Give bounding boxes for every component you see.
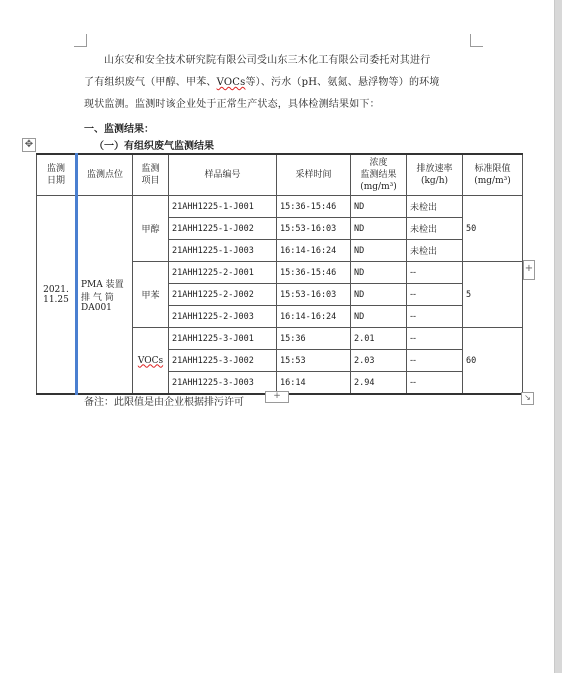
subsection-heading: （一）有组织废气监测结果 bbox=[94, 141, 214, 152]
sample-cell: 21AHH1225-2-J003 bbox=[169, 306, 277, 328]
margin-corner-top-right bbox=[470, 34, 483, 47]
header-point: 监测点位 bbox=[77, 154, 133, 196]
add-column-button[interactable]: + bbox=[523, 260, 535, 280]
header-time: 采样时间 bbox=[277, 154, 351, 196]
sample-cell: 21AHH1225-1-J002 bbox=[169, 218, 277, 240]
conc-cell: ND bbox=[351, 306, 407, 328]
time-cell: 15:36 bbox=[277, 328, 351, 350]
sample-cell: 21AHH1225-2-J001 bbox=[169, 262, 277, 284]
time-cell: 16:14-16:24 bbox=[277, 240, 351, 262]
sample-cell: 21AHH1225-3-J002 bbox=[169, 350, 277, 372]
conc-cell: ND bbox=[351, 196, 407, 218]
item-cell: 甲醇 bbox=[133, 196, 169, 262]
rate-cell: -- bbox=[407, 306, 463, 328]
limit-cell: 5 bbox=[463, 262, 523, 328]
time-cell: 15:53-16:03 bbox=[277, 218, 351, 240]
table-note: 备注：此限值是由企业根据排污许可 bbox=[84, 397, 244, 408]
sample-cell: 21AHH1225-3-J003 bbox=[169, 372, 277, 395]
sample-cell: 21AHH1225-1-J003 bbox=[169, 240, 277, 262]
time-cell: 15:53 bbox=[277, 350, 351, 372]
header-rate: 排放速率 (kg/h) bbox=[407, 154, 463, 196]
section-heading: 一、监测结果： bbox=[84, 124, 154, 135]
table-move-handle-icon[interactable]: ✥ bbox=[22, 138, 36, 152]
rate-cell: -- bbox=[407, 372, 463, 395]
margin-corner-top-left bbox=[74, 34, 87, 47]
conc-cell: 2.03 bbox=[351, 350, 407, 372]
rate-cell: 未检出 bbox=[407, 196, 463, 218]
time-cell: 15:36-15:46 bbox=[277, 262, 351, 284]
conc-cell: ND bbox=[351, 262, 407, 284]
date-cell: 2021. 11.25 bbox=[37, 196, 77, 395]
table-header-row bbox=[37, 154, 523, 196]
rate-cell: -- bbox=[407, 328, 463, 350]
table-resize-handle-icon[interactable]: ↘ bbox=[521, 392, 534, 405]
header-conc: 浓度 监测结果 (mg/m³) bbox=[351, 154, 407, 196]
item-cell: VOCs bbox=[133, 328, 169, 395]
rate-cell: -- bbox=[407, 284, 463, 306]
rate-cell: 未检出 bbox=[407, 240, 463, 262]
header-item: 监测 项目 bbox=[133, 154, 169, 196]
intro-line-3: 现状监测。监测时该企业处于正常生产状态，具体检测结果如下： bbox=[84, 99, 380, 110]
time-cell: 15:36-15:46 bbox=[277, 196, 351, 218]
conc-cell: ND bbox=[351, 218, 407, 240]
time-cell: 16:14-16:24 bbox=[277, 306, 351, 328]
point-cell: PMA 装置 排 气 筒 DA001 bbox=[77, 196, 133, 395]
intro-line-2-post: 等）、污水（pH、氨氮、悬浮物等）的环境 bbox=[245, 77, 440, 88]
vertical-scrollbar[interactable] bbox=[554, 0, 562, 673]
intro-line-2 bbox=[84, 76, 484, 90]
conc-cell: 2.01 bbox=[351, 328, 407, 350]
rate-cell: 未检出 bbox=[407, 218, 463, 240]
sample-cell: 21AHH1225-3-J001 bbox=[169, 328, 277, 350]
table-row bbox=[37, 196, 523, 218]
intro-line-1: 山东安和安全技术研究院有限公司受山东三木化工有限公司委托对其进行 bbox=[104, 55, 431, 66]
intro-line-2-pre: 了有组织废气（甲醇、甲苯、 bbox=[84, 77, 217, 88]
header-sample: 样品编号 bbox=[169, 154, 277, 196]
rate-cell: -- bbox=[407, 262, 463, 284]
item-cell: 甲苯 bbox=[133, 262, 169, 328]
header-date: 监测 日期 bbox=[37, 154, 77, 196]
sample-cell: 21AHH1225-1-J001 bbox=[169, 196, 277, 218]
results-table bbox=[36, 153, 523, 395]
conc-cell: ND bbox=[351, 240, 407, 262]
time-cell: 15:53-16:03 bbox=[277, 284, 351, 306]
conc-cell: 2.94 bbox=[351, 372, 407, 395]
rate-cell: -- bbox=[407, 350, 463, 372]
limit-cell: 50 bbox=[463, 196, 523, 262]
limit-cell: 60 bbox=[463, 328, 523, 395]
add-row-button[interactable]: + bbox=[265, 391, 289, 403]
time-cell: 16:14 bbox=[277, 372, 351, 395]
intro-vocs-word: VOCs bbox=[216, 77, 246, 88]
header-limit: 标准限值 (mg/m³) bbox=[463, 154, 523, 196]
sample-cell: 21AHH1225-2-J002 bbox=[169, 284, 277, 306]
conc-cell: ND bbox=[351, 284, 407, 306]
